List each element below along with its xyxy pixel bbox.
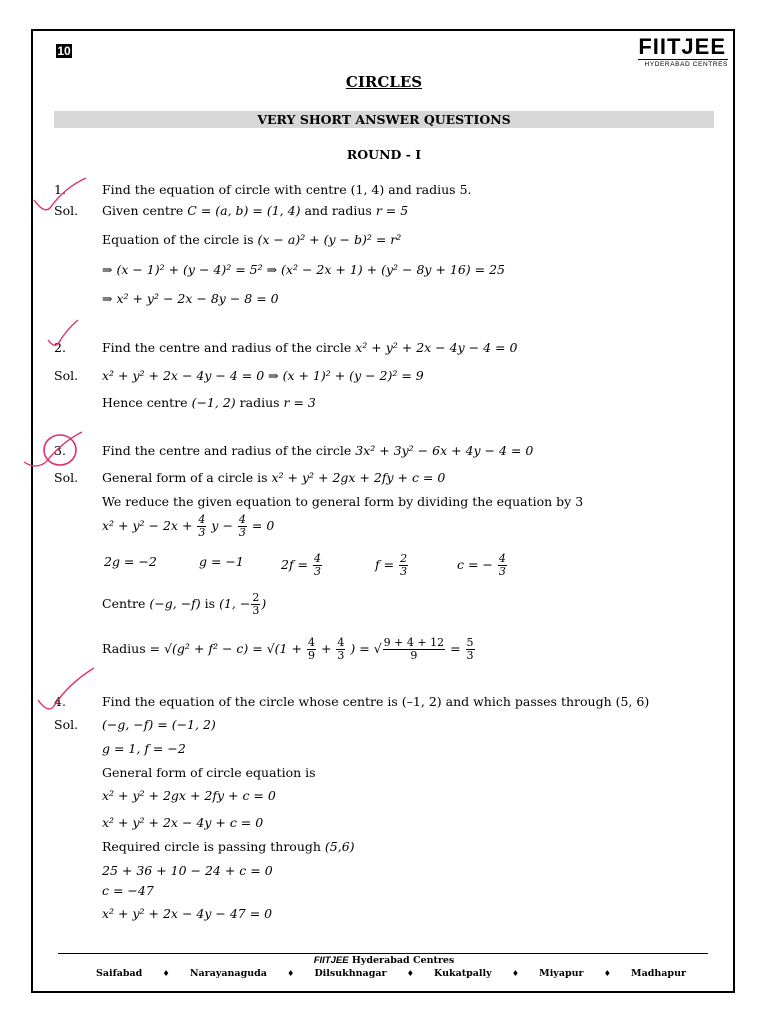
q1-s2b: (x − a)² + (y − b)² = r² (257, 232, 402, 247)
q3-s3c: = 0 (251, 518, 275, 533)
q1-number: 1. (54, 182, 66, 197)
q2-question-text: Find the centre and radius of the circle (102, 340, 352, 355)
q1-sol-line-1 (102, 202, 408, 220)
fraction: $\frac{4}{3}$ (337, 636, 345, 662)
q2-question-eq: x² + y² + 2x − 4y − 4 = 0 (355, 340, 518, 355)
fiitjee-logo (638, 35, 728, 70)
q1-sol-line-4: ⇒ x² + y² − 2x − 8y − 8 = 0 (102, 291, 279, 306)
q3-f-eq2: f = $\frac{2}{3}$ (375, 552, 408, 578)
q4-sol-line-2: g = 1, f = −2 (102, 741, 186, 756)
q1-s1d: r = 5 (375, 203, 409, 218)
q2-s2a: Hence centre (102, 395, 188, 410)
q3-s1b: x² + y² + 2gx + 2fy + c = 0 (271, 470, 446, 485)
q2-s2c: radius (239, 395, 280, 410)
fraction: $\frac{2}{3}$ (252, 591, 260, 617)
footer-centre: Saifabad (96, 968, 143, 979)
round-heading: ROUND - I (346, 147, 422, 162)
q3-sol-line-2: We reduce the given equation to general form by dividing the equation by 3 (102, 494, 584, 509)
fraction: $\frac{9 + 4 + 12}{9}$ (383, 636, 445, 662)
diamond-icon: ♦ (603, 968, 611, 978)
q3-question-text: Find the centre and radius of the circle (102, 443, 352, 458)
fraction: $\frac{5}{3}$ (466, 636, 474, 662)
page-number: 10 (57, 44, 71, 58)
footer-brand-rest: Hyderabad Centres (351, 955, 455, 966)
q4-question: Find the equation of the circle whose centre is (–1, 2) and which passes through (5, 6) (102, 694, 650, 709)
footer-centre: Miyapur (539, 968, 584, 979)
q3-s3b: y − (211, 518, 233, 533)
q4-sol-line-9: x² + y² + 2x − 4y − 47 = 0 (102, 906, 273, 921)
q4-sol-label: Sol. (54, 717, 79, 732)
q2-question (102, 339, 517, 357)
fraction: $\frac{4}{9}$ (307, 636, 315, 662)
section-heading: VERY SHORT ANSWER QUESTIONS (54, 111, 714, 128)
q3-question-eq: 3x² + 3y² − 6x + 4y − 4 = 0 (355, 443, 534, 458)
q3-g-eq1: 2g = −2 (104, 554, 157, 569)
fraction: $\frac{4}{3}$ (198, 513, 206, 539)
q3-s3a: x² + y² − 2x + (102, 518, 193, 533)
page-title: CIRCLES (345, 73, 423, 91)
q4-sol-line-4: x² + y² + 2gx + 2fy + c = 0 (102, 788, 276, 803)
logo-main-text: FIITJEE (638, 34, 726, 59)
footer-centre: Kukatpally (434, 968, 492, 979)
fraction: $\frac{4}{3}$ (314, 552, 322, 578)
footer-centres (96, 968, 686, 979)
q1-sol-label: Sol. (54, 203, 79, 218)
q3-number: 3. (54, 443, 66, 458)
footer-rule (58, 953, 708, 954)
q4-sol-line-3: General form of circle equation is (102, 765, 316, 780)
fraction: $\frac{2}{3}$ (400, 552, 408, 578)
q3-question (102, 442, 533, 460)
fraction: $\frac{4}{3}$ (498, 552, 506, 578)
q4-sol-line-6: Required circle is passing through (5,6) (102, 839, 355, 854)
q2-sol-line-2 (102, 394, 316, 412)
q3-g-eq2: g = −1 (199, 554, 244, 569)
q1-s1a: Given centre (102, 203, 184, 218)
q2-number: 2. (54, 340, 66, 355)
q4-number: 4. (54, 694, 66, 709)
diamond-icon: ♦ (162, 968, 170, 978)
q4-sol-line-7: 25 + 36 + 10 − 24 + c = 0 (102, 863, 273, 878)
logo-sub-text: HYDERABAD CENTRES (644, 61, 728, 68)
q3-sol-line-3 (102, 514, 274, 539)
q3-radius-line: Radius = √(g² + f² − c) = √(1 + $\frac{4}{9}$ + $\frac{4}{3}$ ) = √ $\frac{9 + 4 + 12}{9}$ = $\frac{5}{3}$ (102, 636, 474, 662)
q3-sol-line-1 (102, 469, 445, 487)
q1-sol-line-2 (102, 231, 401, 249)
q1-s1b: C = (a, b) = (1, 4) (187, 203, 301, 218)
diamond-icon: ♦ (406, 968, 414, 978)
q2-sol-line-1: x² + y² + 2x − 4y − 4 = 0 ⇒ (x + 1)² + (y − 2)² = 9 (102, 368, 424, 383)
footer-centre: Dilsukhnagar (314, 968, 387, 979)
diamond-icon: ♦ (511, 968, 519, 978)
q3-centre-line: Centre (−g, −f) is (1, − $\frac{2}{3}$ ) (102, 591, 267, 617)
q2-s2d: r = 3 (283, 395, 316, 410)
q1-s2a: Equation of the circle is (102, 232, 254, 247)
q1-sol-line-3: ⇒ (x − 1)² + (y − 4)² = 5² ⇒ (x² − 2x + 1) + (y² − 8y + 16) = 25 (102, 262, 506, 277)
q2-s2b: (−1, 2) (191, 395, 236, 410)
footer-centre: Madhapur (631, 968, 686, 979)
q3-s1a: General form of a circle is (102, 470, 268, 485)
q1-question: Find the equation of circle with centre (1, 4) and radius 5. (102, 182, 472, 197)
fraction: $\frac{4}{3}$ (238, 513, 246, 539)
footer-brand (0, 955, 768, 966)
q4-sol-line-1: (−g, −f) = (−1, 2) (102, 717, 216, 732)
q1-s1c: and radius (304, 203, 372, 218)
footer-brand-name: FIITJEE (313, 955, 349, 966)
q4-sol-line-8: c = −47 (102, 883, 154, 898)
q4-sol-line-5: x² + y² + 2x − 4y + c = 0 (102, 815, 264, 830)
q3-c-eq: c = − $\frac{4}{3}$ (457, 552, 506, 578)
q3-sol-label: Sol. (54, 470, 79, 485)
q3-f-eq1: 2f = $\frac{4}{3}$ (281, 552, 322, 578)
q2-sol-label: Sol. (54, 368, 79, 383)
footer-centre: Narayanaguda (189, 968, 267, 979)
diamond-icon: ♦ (287, 968, 295, 978)
